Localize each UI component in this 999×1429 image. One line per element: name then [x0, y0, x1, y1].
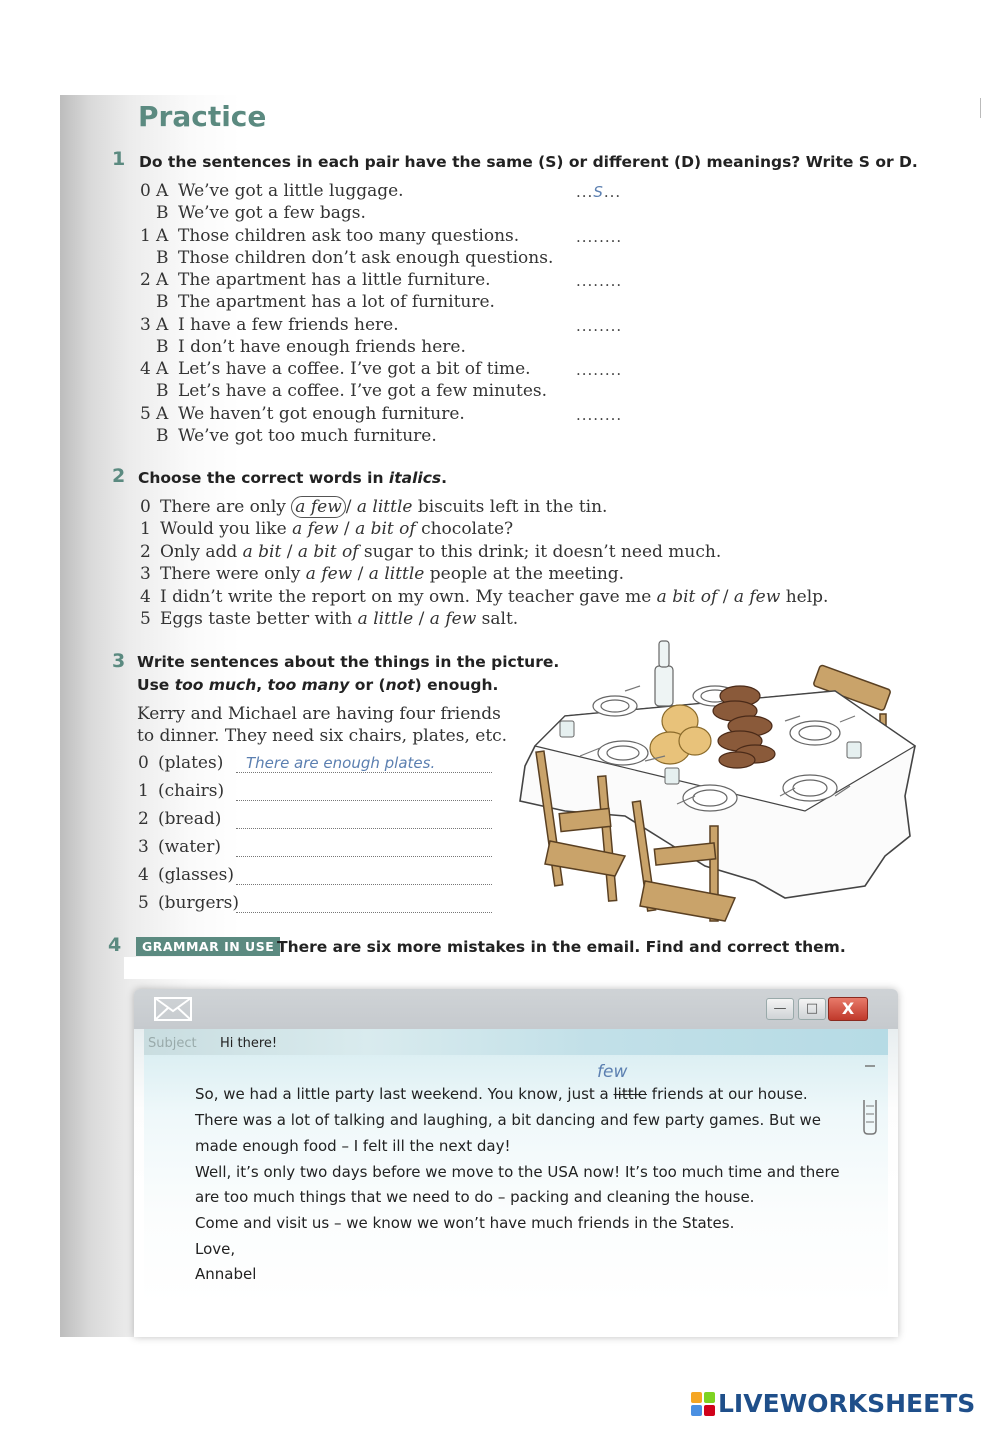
- email-titlebar: [134, 989, 898, 1027]
- s2-option-1[interactable]: a few: [291, 496, 345, 518]
- s2-separator: /: [338, 519, 356, 540]
- s3-answer-line-0[interactable]: [236, 772, 492, 773]
- s2-item-number: 4: [140, 586, 151, 607]
- s1-sentence-b: We’ve got too much furniture.: [178, 426, 437, 446]
- minimize-button[interactable]: —: [766, 998, 794, 1020]
- s2-option-1[interactable]: a few: [292, 519, 339, 540]
- s1-sentence-a: Let’s have a coffee. I’ve got a bit of time.: [178, 359, 531, 380]
- s1-sentence-a: The apartment has a little furniture.: [178, 270, 491, 291]
- s1-dots: ........: [576, 406, 623, 424]
- s3-answer-line-4[interactable]: [236, 884, 492, 885]
- s2-separator: /: [281, 541, 298, 562]
- email-line-4: Well, it’s only two days before we move to the USA now! It’s too much time and there: [195, 1163, 840, 1181]
- logo-text: LIVEWORKSHEETS: [718, 1389, 976, 1418]
- envelope-icon: [154, 997, 192, 1021]
- s3-item-0: [138, 753, 223, 773]
- s1-sentence-a: I have a few friends here.: [178, 314, 399, 335]
- s3-answer-line-5[interactable]: [236, 912, 492, 913]
- s1-answer-blank-1[interactable]: [576, 228, 622, 246]
- s2-item-1: [140, 519, 513, 539]
- s2-separator: /: [352, 564, 369, 585]
- s3-item-word: (chairs): [158, 781, 225, 801]
- s1-sentence-b: The apartment has a lot of furniture.: [178, 292, 495, 313]
- section-3-instruction-line2: Use too much, too many or (not) enough.: [137, 676, 499, 694]
- s3-item-2: [138, 809, 221, 829]
- s2-item-0: [140, 497, 607, 517]
- section-3-instruction-line1: Write sentences about the things in the picture.: [137, 653, 560, 671]
- s1-item-number: 1: [140, 225, 151, 246]
- s2-option-2[interactable]: a few: [733, 586, 781, 607]
- subject-value[interactable]: Hi there!: [220, 1036, 278, 1051]
- email-line-7: Love,: [195, 1240, 236, 1258]
- section-1-instruction: Do the sentences in each pair have the same (S) or different (D) meanings? Write S or D.: [139, 153, 918, 171]
- s1-item-5-b: [156, 426, 437, 446]
- s1-letter-b: B: [156, 203, 169, 223]
- email-line-5: are too much things that we need to do – packing and cleaning the house.: [195, 1188, 755, 1206]
- s1-letter-b: B: [156, 292, 169, 313]
- s2-item-4: [140, 587, 828, 607]
- s1-answer-blank-3[interactable]: [576, 317, 622, 335]
- s2-option-2[interactable]: a little: [356, 497, 413, 517]
- liveworksheets-icon: [690, 1391, 716, 1417]
- s1-item-number: 4: [140, 359, 151, 380]
- s3-answer-line-2[interactable]: [236, 828, 492, 829]
- s2-option-1[interactable]: a little: [357, 609, 414, 629]
- s1-sentence-b: Let’s have a coffee. I’ve got a few minutes.: [178, 381, 548, 402]
- s2-option-2[interactable]: a bit of: [297, 541, 359, 562]
- s1-dots-pre: ...: [576, 183, 594, 201]
- s2-option-1[interactable]: a bit of: [656, 586, 718, 607]
- s2-item-number: 0: [140, 497, 151, 517]
- s3-item-word: (glasses): [158, 865, 234, 885]
- section-1-number: 1: [112, 148, 126, 170]
- s1-letter-a: A: [156, 225, 169, 246]
- s3-item-5: [138, 893, 239, 913]
- s2-separator: /: [345, 497, 357, 517]
- s2-text-post: salt.: [476, 609, 519, 629]
- s1-answer-blank-5[interactable]: [576, 406, 622, 424]
- s3-item-word: (bread): [158, 809, 222, 829]
- s2-item-number: 5: [140, 609, 151, 629]
- s3-item-number: 1: [138, 781, 149, 801]
- s3-item-3: [138, 837, 221, 857]
- s3-answer-line-1[interactable]: [236, 800, 492, 801]
- s2-text-post: help.: [780, 586, 829, 607]
- email-line-6: Come and visit us – we know we won’t have much friends in the States.: [195, 1214, 735, 1232]
- s1-answer-blank-2[interactable]: [576, 272, 622, 290]
- s2-text-pre: There are only: [160, 497, 292, 517]
- s3-item-number: 2: [138, 809, 149, 829]
- s1-letter-a: A: [156, 270, 169, 291]
- s1-sentence-b: We’ve got a few bags.: [178, 203, 366, 223]
- s1-letter-b: B: [156, 381, 169, 402]
- s1-handwritten-answer: S: [593, 183, 604, 201]
- s1-dots: ........: [576, 361, 623, 380]
- s3-item-number: 4: [138, 865, 149, 885]
- s1-item-1-a: [140, 226, 519, 246]
- s1-item-0-b: [156, 203, 366, 223]
- s1-sentence-a: Those children ask too many questions.: [178, 225, 520, 246]
- s3-item-1: [138, 781, 224, 801]
- s1-letter-a: A: [156, 314, 169, 335]
- section-2-number: 2: [112, 465, 126, 487]
- s1-letter-b: B: [156, 247, 169, 268]
- s2-text-pre: Eggs taste better with: [160, 609, 358, 629]
- s2-option-2[interactable]: a bit of: [355, 519, 416, 540]
- s1-dots-post: ...: [603, 183, 622, 201]
- s3-item-word: (water): [158, 837, 221, 857]
- section-3-context-line1: Kerry and Michael are having four friends: [137, 704, 501, 724]
- s1-item-4-a: [140, 359, 531, 379]
- s3-answer-line-3[interactable]: [236, 856, 492, 857]
- s1-answer-blank-4[interactable]: [576, 361, 622, 379]
- s2-item-5: [140, 609, 518, 629]
- s2-option-1[interactable]: a bit: [242, 541, 282, 562]
- s1-item-3-b: [156, 337, 466, 357]
- s1-item-4-b: [156, 381, 547, 401]
- s3-item-number: 3: [138, 837, 149, 857]
- s3-item-number: 5: [138, 893, 149, 913]
- grammar-in-use-badge: GRAMMAR IN USE: [136, 937, 280, 956]
- s2-text-pre: I didn’t write the report on my own. My teacher gave me: [160, 586, 657, 607]
- s2-text-post: sugar to this drink; it doesn’t need much.: [358, 541, 722, 562]
- s2-item-number: 1: [140, 519, 151, 540]
- s2-option-2[interactable]: a few: [429, 609, 477, 629]
- section-4-instruction: There are six more mistakes in the email. Find and correct them.: [277, 938, 846, 956]
- s3-handwritten-answer: There are enough plates.: [246, 754, 436, 772]
- s2-text-post: people at the meeting.: [424, 564, 625, 585]
- s1-dots: ........: [576, 316, 623, 335]
- s1-letter-a: A: [156, 359, 169, 380]
- divider: [980, 98, 981, 118]
- s2-option-1[interactable]: a few: [305, 564, 353, 585]
- email-line-1: So, we had a little party last weekend. You know, just a little friends at our house.: [195, 1085, 808, 1103]
- s1-item-number: 2: [140, 270, 151, 291]
- water-bottle-icon: [655, 641, 673, 706]
- s1-answer-blank-0[interactable]: [576, 183, 621, 201]
- s1-item-2-b: [156, 292, 495, 312]
- s1-dots: ........: [576, 272, 623, 291]
- email-line-2: There was a lot of talking and laughing, a bit dancing and few party games. But we: [195, 1111, 821, 1129]
- s2-item-3: [140, 564, 624, 584]
- section-4-number: 4: [108, 934, 122, 956]
- dinner-table-illustration: [505, 636, 925, 926]
- s2-item-number: 3: [140, 564, 151, 585]
- s1-item-0-a: [140, 181, 404, 201]
- s3-item-word: (burgers): [158, 893, 240, 913]
- s1-letter-b: B: [156, 426, 169, 446]
- s1-sentence-a: We’ve got a little luggage.: [178, 181, 404, 201]
- s2-item-2: [140, 542, 721, 562]
- s2-option-2[interactable]: a little: [368, 564, 425, 585]
- close-button[interactable]: X: [828, 997, 868, 1021]
- section-2-instruction: Choose the correct words in italics.: [138, 469, 448, 487]
- s1-letter-a: A: [156, 181, 169, 201]
- s1-item-number: 3: [140, 314, 151, 335]
- s1-sentence-b: Those children don’t ask enough questions.: [178, 247, 554, 268]
- s1-letter-a: A: [156, 404, 169, 424]
- s2-separator: /: [413, 609, 430, 629]
- email-line-3: made enough food – I felt ill the next day!: [195, 1137, 511, 1155]
- s2-text-pre: Only add: [160, 541, 243, 562]
- s3-item-number: 0: [138, 753, 149, 773]
- s1-item-3-a: [140, 315, 399, 335]
- maximize-button[interactable]: □: [798, 998, 826, 1020]
- s1-sentence-b: I don’t have enough friends here.: [178, 336, 466, 357]
- section-3-context-line2: to dinner. They need six chairs, plates, etc.: [137, 726, 508, 746]
- s1-item-5-a: [140, 404, 465, 424]
- subject-label: Subject: [148, 1036, 197, 1051]
- s2-item-number: 2: [140, 541, 151, 562]
- page-title: Practice: [138, 100, 267, 133]
- handwritten-correction: few: [597, 1062, 628, 1082]
- s2-text-pre: There were only: [160, 564, 306, 585]
- section-3-number: 3: [112, 650, 126, 672]
- s1-letter-b: B: [156, 336, 169, 357]
- s2-text-pre: Would you like: [160, 519, 293, 540]
- s1-item-number: 0: [140, 181, 151, 201]
- s1-item-2-a: [140, 270, 491, 290]
- blank-area: [124, 957, 454, 979]
- s1-item-number: 5: [140, 404, 151, 424]
- s1-dots: ........: [576, 227, 623, 246]
- s2-text-post: chocolate?: [415, 519, 514, 540]
- s2-separator: /: [717, 586, 734, 607]
- liveworksheets-logo[interactable]: [690, 1389, 975, 1418]
- scrollbar[interactable]: [862, 1064, 878, 1136]
- s1-item-1-b: [156, 248, 553, 268]
- email-line-8: Annabel: [195, 1265, 257, 1283]
- s1-sentence-a: We haven’t got enough furniture.: [178, 404, 465, 424]
- s3-item-word: (plates): [158, 753, 224, 773]
- s2-text-post: biscuits left in the tin.: [412, 497, 608, 517]
- s3-item-4: [138, 865, 234, 885]
